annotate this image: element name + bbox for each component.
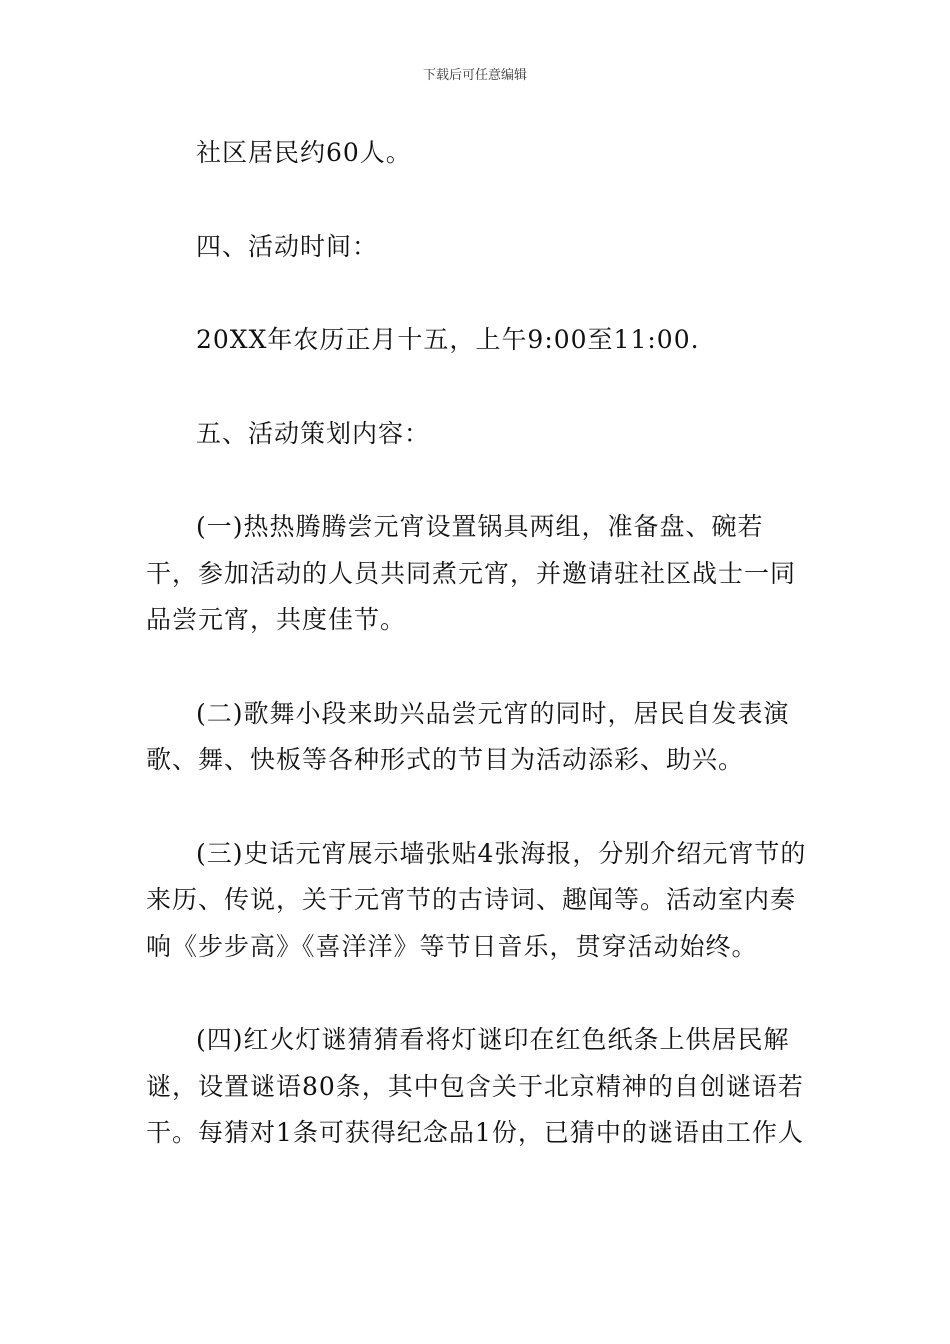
section-heading-content: 五、活动策划内容： <box>196 418 431 448</box>
section-heading-time: 四、活动时间： <box>196 231 379 261</box>
paragraph-item-3: (三)史话元宵展示墙张贴4张海报，分别介绍元宵节的来历、传说，关于元宵节的古诗词、趣闻等。活动室内奏响《步步高》《喜洋洋》等节日音乐，贯穿活动始终。 <box>146 838 807 961</box>
paragraph-time: 20XX年农历正月十五，上午9:00至11:00. <box>196 325 700 354</box>
paragraph-item-4: (四)红火灯谜猜猜看将灯谜印在红色纸条上供居民解谜，设置谜语80条，其中包含关于北京精神的自创谜语若干。每猜对1条可获得纪念品1份，已猜中的谜语由工作人 <box>146 1025 804 1147</box>
document-body <box>146 130 811 1157</box>
paragraph-item-2: (二)歌舞小段来助兴品尝元宵的同时，居民自发表演歌、舞、快板等各种形式的节目为活动添彩、助兴。 <box>146 698 790 774</box>
paragraph-participants: 社区居民约60人。 <box>196 138 412 167</box>
paragraph-item-1: (一)热热腾腾尝元宵设置锅具两组，准备盘、碗若干，参加活动的人员共同煮元宵，并邀请驻社区战士一同品尝元宵，共度佳节。 <box>146 512 797 634</box>
page-header: 下载后可任意编辑 <box>422 68 527 83</box>
